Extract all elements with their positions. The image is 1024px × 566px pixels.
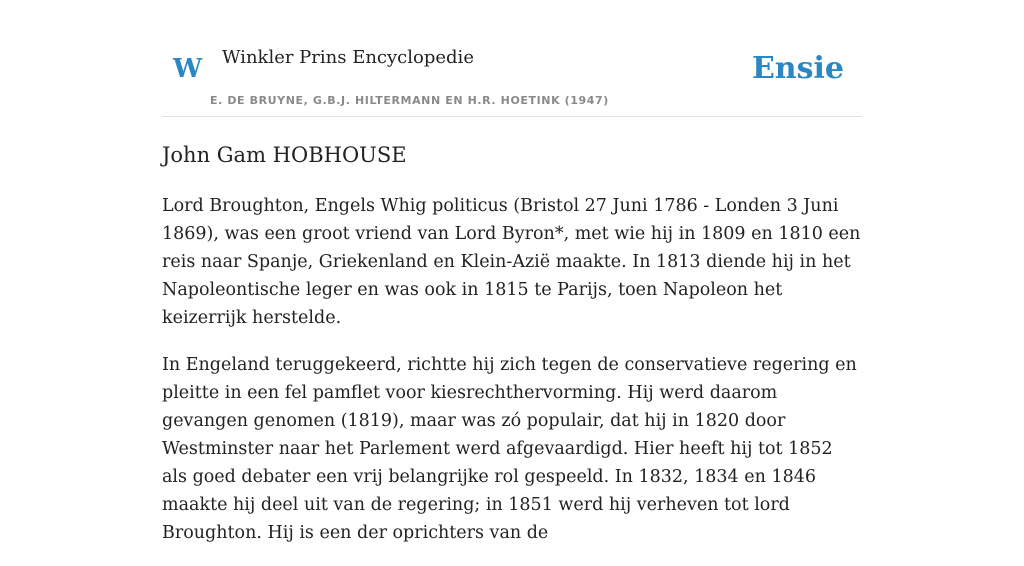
article-paragraph: Lord Broughton, Engels Whig politicus (Bristol 27 Juni 1786 - Londen 3 Juni 1869), was een groot vriend van Lord Byron*, met wie hij in 1809 en 1810 een reis naar Spanje, Griekenland en Klein-Azië maakte. In 1813 diende hij in het Napoleontische leger en was ook in 1815 te Parijs, toen Napoleon het keizerrijk herstelde. xyxy=(162,196,861,328)
site-subtitle: E. DE BRUYNE, G.B.J. HILTERMANN EN H.R. HOETINK (1947) xyxy=(210,94,609,107)
site-title[interactable]: Winkler Prins Encyclopedie xyxy=(222,47,474,68)
article-title: John Gam HOBHOUSE xyxy=(162,143,407,167)
site-header xyxy=(162,0,862,117)
ensie-brand-logo[interactable]: Ensie xyxy=(751,51,844,86)
article-paragraph: In Engeland teruggekeerd, richtte hij zich tegen de conservatieve regering en pleitte in een fel pamflet voor kiesrechthervorming. Hij werd daarom gevangen genomen (1819), maar was zó populair, dat hij in 1820 door Westminster naar het Parlement werd afgevaardigd. Hier heeft hij tot 1852 als goed debater een vrij belangrijke rol gespeeld. In 1832, 1834 en 1846 maakte hij deel uit van de regering; in 1851 werd hij verheven tot lord Broughton. Hij is een der oprichters van de xyxy=(162,355,857,543)
article-body xyxy=(162,192,862,566)
winkler-prins-logo[interactable]: W xyxy=(173,54,203,84)
